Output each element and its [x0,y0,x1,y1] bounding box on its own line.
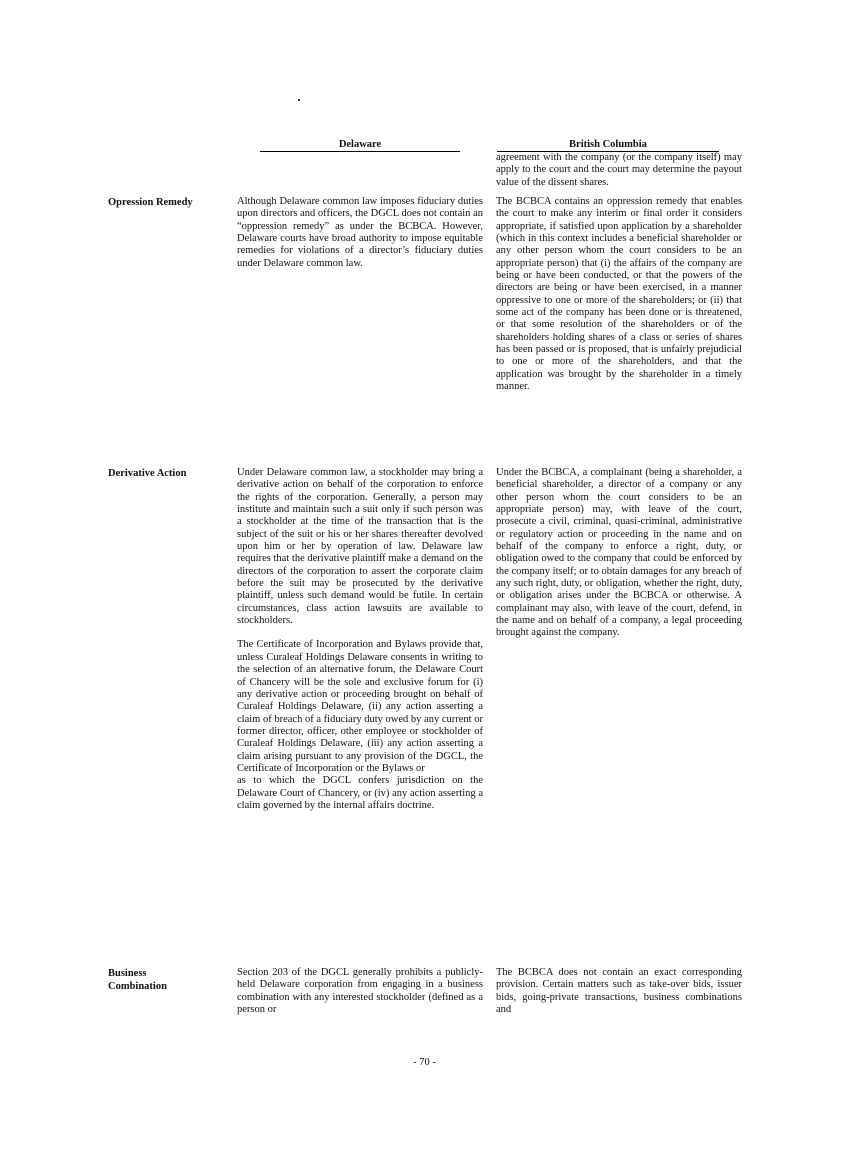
delaware-business-combination: Section 203 of the DGCL generally prohibits a publicly-held Delaware corporation from engaging in a business combination with any interested stockholder (defined as a person or [237,967,483,1016]
row-label-business-combination [108,967,228,993]
column-header-delaware: Delaware [260,139,460,152]
row-label-derivative-action: Derivative Action [108,468,187,479]
bc-continued-text: agreement with the company (or the company itself) may apply to the court and the court may determine the payout value of the dissent shares. [496,152,742,188]
delaware-derivative-paragraph-2a: The Certificate of Incorporation and Bylaws provide that, unless Curaleaf Holdings Delaware consents in writing to the selection of an alternative forum, the Delaware Court of Chancery will be the sole and exclusive forum for (i) any derivative action or proceeding brought on behalf of Curaleaf Holdings Delaware, (ii) any action asserting a claim of breach of a fiduciary duty owed by any current or former director, officer, other employee or stockholder of Curaleaf Holdings Delaware, (iii) any action asserting a claim arising pursuant to any provision of the DGCL, the Certificate of Incorporation or the Bylaws or [237,639,483,774]
bc-oppression-remedy: The BCBCA contains an oppression remedy that enables the court to make any interim or final order it considers appropriate, if satisfied upon application by a shareholder (which in this context includes a beneficial shareholder or any other person whom the court considers to be an appropriate person) that (i) the affairs of the company are being or have been conducted, or that the powers of the directors are being or have been exercised, in a manner oppressive to one or more of the shareholders; or (ii) that some act of the company has been done or is threatened, or that some resolution of the shareholders or of the shareholders holding shares of a class or series of shares has been passed or is proposed, that is unfairly prejudicial to one or more of the shareholders, and that the application was brought by the shareholder in a timely manner. [496,196,742,393]
stray-mark [298,99,300,101]
page-number: - 70 - [413,1057,436,1068]
delaware-oppression-remedy: Although Delaware common law imposes fiduciary duties upon directors and officers, the DGCL does not contain an “oppression remedy” as under the BCBCA. However, Delaware courts have broad authority to impose equitable remedies for violations of a director’s fiduciary duties under Delaware common law. [237,196,483,269]
delaware-derivative-paragraph-2b: as to which the DGCL confers jurisdiction on the Delaware Court of Chancery, or (iv) any action asserting a claim governed by the internal affairs doctrine. [237,775,483,811]
delaware-derivative-paragraph-1: Under Delaware common law, a stockholder may bring a derivative action on behalf of the corporation to enforce the rights of the corporation. Generally, a person may institute and maintain such a suit only if such person was a stockholder at the time of the transaction that is the subject of the suit or his or her shares thereafter devolved upon him or her by operation of law. Delaware law requires that the derivative plaintiff make a demand on the directors of the corporation to assert the corporate claim before the suit may be prosecuted by the derivative plaintiff, unless such demand would be futile. In certain circumstances, class action lawsuits are available to stockholders. [237,467,483,627]
row-label-oppression-remedy: Opression Remedy [108,197,193,208]
row-label-combination: Combination [108,981,167,992]
delaware-derivative-action [237,467,483,812]
bc-derivative-action: Under the BCBCA, a complainant (being a shareholder, a beneficial shareholder, a director of a company or any other person whom the court considers to be an appropriate person) may, with leave of the court, prosecute a civil, criminal, quasi-criminal, administrative or regulatory action or proceeding in the name and on behalf of the company to enforce a right, duty, or obligation owed to the company that could be enforced by the company itself; or to obtain damages for any breach of any such right, duty, or obligation, whether the right, duty, or obligation arises under the BCBCA or otherwise. A complainant may also, with leave of the court, defend, in the name and on behalf of a company, a legal proceeding brought against the company. [496,467,742,639]
bc-business-combination: The BCBCA does not contain an exact corresponding provision. Certain matters such as take-over bids, issuer bids, going-private transactions, business combinations and [496,967,742,1016]
column-header-british-columbia: British Columbia [497,139,719,152]
row-label-business: Business [108,968,147,979]
